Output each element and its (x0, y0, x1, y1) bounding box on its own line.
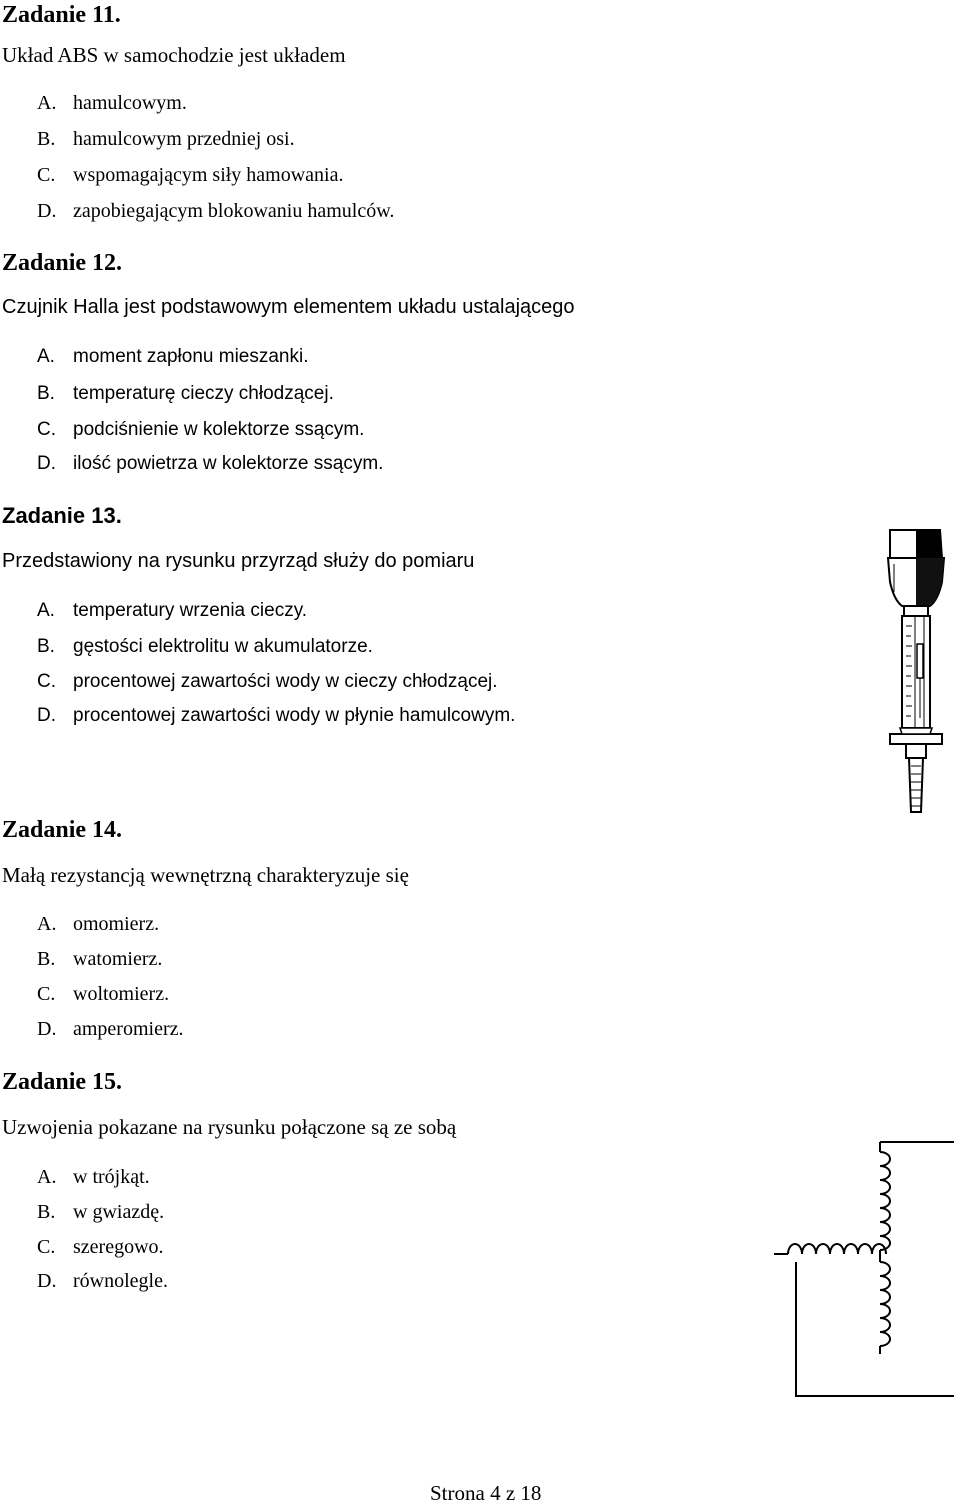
task-11-question: Układ ABS w samochodzie jest układem (2, 43, 346, 67)
task-15-option-d[interactable]: D. równolegle. (37, 1270, 168, 1292)
task-13-question: Przedstawiony na rysunku przyrząd służy do pomiaru (2, 550, 475, 572)
task-14-option-c[interactable]: C. woltomierz. (37, 983, 170, 1005)
task-15-question: Uzwojenia pokazane na rysunku połączone są ze sobą (2, 1115, 457, 1139)
task-12-question: Czujnik Halla jest podstawowym elementem układu ustalającego (2, 296, 575, 318)
lower-vertical-coil (880, 1262, 890, 1346)
task-12-title: Zadanie 12. (2, 250, 123, 276)
task-15-option-c[interactable]: C. szeregowo. (37, 1236, 164, 1258)
page-footer: Strona 4 z 18 (430, 1481, 542, 1505)
task-11-option-d[interactable]: D. zapobiegającym blokowaniu hamulców. (37, 200, 395, 222)
task-11-option-a[interactable]: A. hamulcowym. (37, 92, 187, 114)
task-13-option-a[interactable]: A. temperatury wrzenia cieczy. (37, 600, 308, 621)
task-14-option-d[interactable]: D. amperomierz. (37, 1018, 184, 1040)
task-13-option-b[interactable]: B. gęstości elektrolitu w akumulatorze. (37, 636, 373, 657)
task-13-option-d[interactable]: D. procentowej zawartości wody w płynie hamulcowym. (37, 705, 516, 726)
task-13-option-c[interactable]: C. procentowej zawartości wody w cieczy chłodzącej. (37, 671, 498, 692)
windings-diagram (760, 1138, 958, 1400)
task-12-option-d[interactable]: D. ilość powietrza w kolektorze ssącym. (37, 453, 384, 474)
upper-vertical-coil (880, 1152, 890, 1250)
task-11-title: Zadanie 11. (2, 2, 121, 28)
horizontal-coil (788, 1244, 886, 1254)
task-12-option-c[interactable]: C. podciśnienie w kolektorze ssącym. (37, 419, 365, 440)
task-14-title: Zadanie 14. (2, 817, 123, 843)
task-15-title: Zadanie 15. (2, 1069, 123, 1095)
task-14-option-a[interactable]: A. omomierz. (37, 913, 160, 935)
task-12-option-a[interactable]: A. moment zapłonu mieszanki. (37, 346, 309, 367)
task-15-option-b[interactable]: B. w gwiazdę. (37, 1201, 165, 1223)
task-15-option-a[interactable]: A. w trójkąt. (37, 1166, 150, 1188)
hydrometer-illustration (880, 522, 952, 814)
winding-bottom-lead (796, 1262, 954, 1396)
task-13-title: Zadanie 13. (2, 503, 122, 528)
task-14-option-b[interactable]: B. watomierz. (37, 948, 163, 970)
task-11-option-b[interactable]: B. hamulcowym przedniej osi. (37, 128, 295, 150)
task-14-question: Małą rezystancją wewnętrzną charakteryzuje się (2, 863, 409, 887)
task-11-option-c[interactable]: C. wspomagającym siły hamowania. (37, 164, 344, 186)
task-12-option-b[interactable]: B. temperaturę cieczy chłodzącej. (37, 383, 334, 404)
